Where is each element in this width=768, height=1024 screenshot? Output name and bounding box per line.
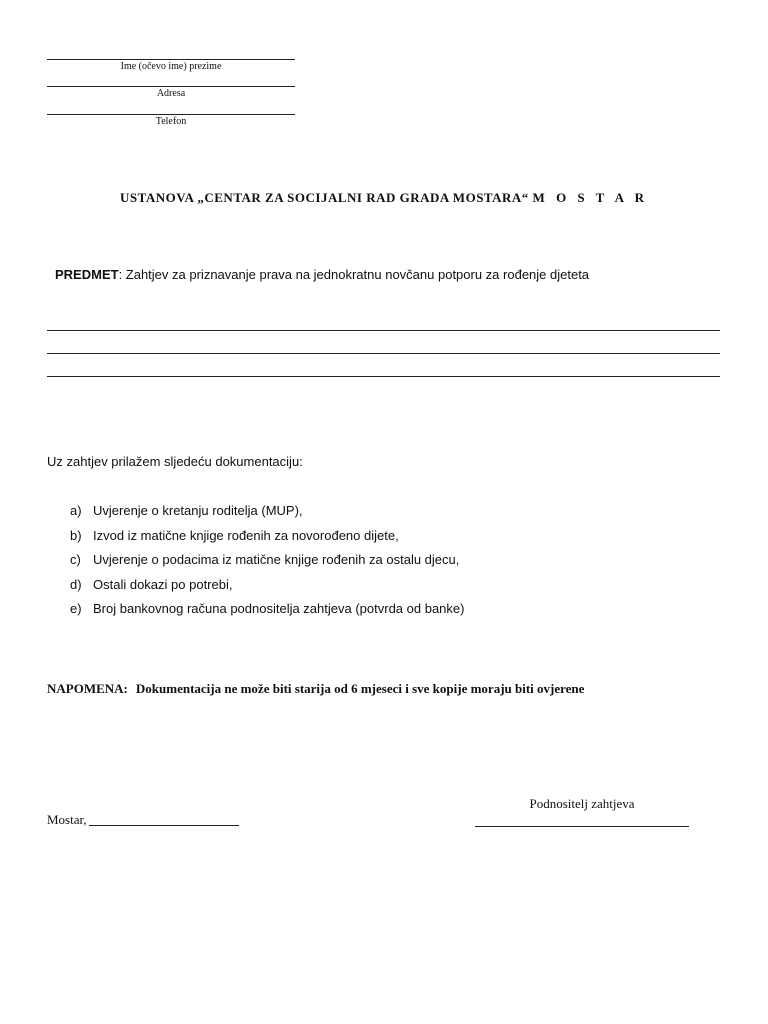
signature-line[interactable] [475, 826, 689, 827]
list-marker: e) [70, 601, 82, 616]
list-item [70, 576, 464, 601]
list-item-text: Uvjerenje o podacima iz matične knjige rođenih za ostalu djecu, [93, 552, 460, 567]
list-item [70, 527, 464, 552]
explanation-line-3[interactable] [47, 376, 720, 377]
explanation-line-2[interactable] [47, 353, 720, 354]
phone-field-caption: Telefon [155, 116, 187, 127]
institution-city: M O S T A R [532, 190, 648, 205]
list-marker: a) [70, 503, 82, 518]
list-marker: d) [70, 576, 82, 592]
list-item [70, 600, 464, 625]
name-field-caption: Ime (očevo ime) prezime [120, 61, 222, 72]
date-field-line[interactable] [89, 825, 239, 826]
explanation-line-1[interactable] [47, 330, 720, 331]
address-field-caption: Adresa [156, 88, 186, 99]
subject-label: PREDMET [55, 267, 119, 282]
list-item [70, 551, 464, 576]
place-label: Mostar, [47, 812, 87, 827]
institution-heading [0, 190, 768, 206]
attachments-intro: Uz zahtjev prilažem sljedeću dokumentaciju: [47, 454, 303, 469]
list-item-text: Izvod iz matične knjige rođenih za novorođeno dijete, [93, 527, 399, 543]
attachments-list [70, 502, 464, 625]
note-line [47, 681, 584, 697]
name-field-line [47, 59, 295, 60]
phone-field-line [47, 114, 295, 115]
signer-label: Podnositelj zahtjeva [529, 796, 635, 811]
subject-line [55, 267, 589, 282]
list-item-text: Uvjerenje o kretanju roditelja (MUP), [93, 503, 303, 518]
note-label: NAPOMENA: [47, 681, 128, 696]
institution-name: USTANOVA „CENTAR ZA SOCIJALNI RAD GRADA MOSTARA“ [120, 190, 529, 205]
note-text: Dokumentacija ne može biti starija od 6 mjeseci i sve kopije moraju biti ovjerene [135, 681, 585, 696]
address-field-line [47, 86, 295, 87]
subject-text: : Zahtjev za priznavanje prava na jednokratnu novčanu potporu za rođenje djeteta [118, 267, 590, 282]
name-field[interactable] [47, 59, 295, 73]
address-field[interactable] [47, 86, 295, 100]
list-marker: b) [70, 527, 82, 543]
list-item-text: Ostali dokazi po potrebi, [93, 576, 233, 592]
list-item-text: Broj bankovnog računa podnositelja zahtjeva (potvrda od banke) [93, 601, 465, 616]
list-item [70, 502, 464, 527]
phone-field[interactable] [47, 114, 295, 128]
list-marker: c) [70, 552, 81, 567]
place-date-line [47, 812, 239, 828]
